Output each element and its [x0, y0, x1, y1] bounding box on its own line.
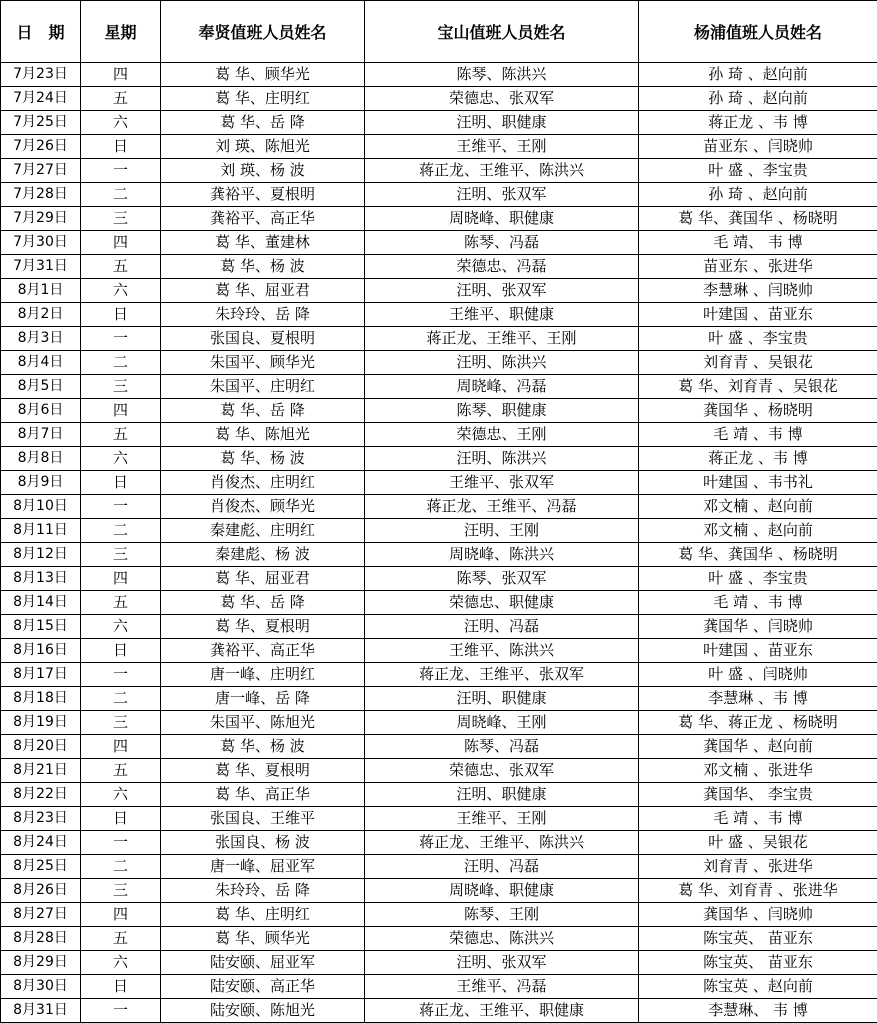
yangpu-cell: 龚国华 、闫晓帅: [639, 903, 877, 927]
baoshan-cell: 荣德忠、张双军: [365, 87, 639, 111]
baoshan-cell: 周晓峰、职健康: [365, 879, 639, 903]
weekday-cell: 一: [81, 999, 161, 1023]
weekday-cell: 日: [81, 639, 161, 663]
yangpu-cell: 龚国华、 李宝贵: [639, 783, 877, 807]
table-row: [1, 279, 877, 303]
yangpu-cell: 蒋正龙 、韦 博: [639, 111, 877, 135]
yangpu-cell: 陈宝英、 苗亚东: [639, 951, 877, 975]
yangpu-cell: 李慧琳 、闫晓帅: [639, 279, 877, 303]
yangpu-cell: 叶建国 、韦书礼: [639, 471, 877, 495]
table-row: [1, 255, 877, 279]
table-row: [1, 543, 877, 567]
date-cell: 7月31日: [1, 255, 81, 279]
date-cell: 8月20日: [1, 735, 81, 759]
yangpu-cell: 李慧琳、 韦 博: [639, 999, 877, 1023]
date-cell: 8月8日: [1, 447, 81, 471]
baoshan-cell: 陈琴、冯磊: [365, 231, 639, 255]
table-row: [1, 519, 877, 543]
fengxian-cell: 秦建彪、杨 波: [161, 543, 365, 567]
date-cell: 7月24日: [1, 87, 81, 111]
table-row: [1, 903, 877, 927]
date-cell: 8月14日: [1, 591, 81, 615]
baoshan-cell: 蒋正龙、王维平、张双军: [365, 663, 639, 687]
table-row: [1, 687, 877, 711]
date-cell: 7月25日: [1, 111, 81, 135]
table-row: [1, 591, 877, 615]
weekday-cell: 四: [81, 735, 161, 759]
yangpu-cell: 龚国华 、杨晓明: [639, 399, 877, 423]
yangpu-cell: 毛 靖 、韦 博: [639, 807, 877, 831]
table-row: [1, 807, 877, 831]
date-cell: 8月4日: [1, 351, 81, 375]
baoshan-cell: 汪明、王刚: [365, 519, 639, 543]
table-row: [1, 447, 877, 471]
baoshan-cell: 荣德忠、王刚: [365, 423, 639, 447]
date-cell: 8月6日: [1, 399, 81, 423]
date-cell: 8月30日: [1, 975, 81, 999]
weekday-cell: 一: [81, 831, 161, 855]
yangpu-cell: 龚国华 、闫晓帅: [639, 615, 877, 639]
weekday-cell: 三: [81, 543, 161, 567]
yangpu-cell: 蒋正龙 、韦 博: [639, 447, 877, 471]
fengxian-cell: 葛 华、夏根明: [161, 759, 365, 783]
fengxian-cell: 葛 华、陈旭光: [161, 423, 365, 447]
baoshan-cell: 汪明、张双军: [365, 951, 639, 975]
table-header: [1, 1, 877, 63]
fengxian-cell: 朱玲玲、岳 降: [161, 879, 365, 903]
weekday-cell: 三: [81, 375, 161, 399]
date-cell: 8月3日: [1, 327, 81, 351]
table-row: [1, 207, 877, 231]
fengxian-cell: 葛 华、岳 降: [161, 111, 365, 135]
table-row: [1, 615, 877, 639]
table-row: [1, 831, 877, 855]
table-row: [1, 999, 877, 1023]
date-cell: 8月27日: [1, 903, 81, 927]
weekday-cell: 五: [81, 423, 161, 447]
fengxian-cell: 秦建彪、庄明红: [161, 519, 365, 543]
baoshan-cell: 周晓峰、职健康: [365, 207, 639, 231]
fengxian-cell: 陆安颐、陈旭光: [161, 999, 365, 1023]
weekday-cell: 日: [81, 303, 161, 327]
fengxian-cell: 陆安颐、屈亚军: [161, 951, 365, 975]
baoshan-cell: 汪明、陈洪兴: [365, 447, 639, 471]
fengxian-cell: 葛 华、庄明红: [161, 903, 365, 927]
weekday-cell: 一: [81, 495, 161, 519]
table-row: [1, 855, 877, 879]
fengxian-cell: 葛 华、高正华: [161, 783, 365, 807]
fengxian-cell: 葛 华、杨 波: [161, 255, 365, 279]
yangpu-cell: 李慧琳 、韦 博: [639, 687, 877, 711]
date-cell: 8月5日: [1, 375, 81, 399]
fengxian-cell: 龚裕平、高正华: [161, 207, 365, 231]
baoshan-cell: 陈琴、陈洪兴: [365, 63, 639, 87]
baoshan-cell: 荣德忠、冯磊: [365, 255, 639, 279]
weekday-cell: 二: [81, 183, 161, 207]
fengxian-cell: 龚裕平、高正华: [161, 639, 365, 663]
date-cell: 8月26日: [1, 879, 81, 903]
table-row: [1, 759, 877, 783]
baoshan-cell: 王维平、职健康: [365, 303, 639, 327]
fengxian-cell: 葛 华、杨 波: [161, 447, 365, 471]
date-cell: 7月27日: [1, 159, 81, 183]
baoshan-cell: 汪明、职健康: [365, 783, 639, 807]
table-row: [1, 567, 877, 591]
table-row: [1, 87, 877, 111]
date-cell: 8月21日: [1, 759, 81, 783]
baoshan-cell: 陈琴、职健康: [365, 399, 639, 423]
yangpu-cell: 葛 华、龚国华 、杨晓明: [639, 207, 877, 231]
date-cell: 7月30日: [1, 231, 81, 255]
weekday-cell: 六: [81, 111, 161, 135]
date-cell: 8月29日: [1, 951, 81, 975]
date-cell: 8月25日: [1, 855, 81, 879]
table-row: [1, 111, 877, 135]
date-cell: 8月23日: [1, 807, 81, 831]
header-baoshan: 宝山值班人员姓名: [365, 1, 639, 63]
baoshan-cell: 汪明、职健康: [365, 111, 639, 135]
date-cell: 8月1日: [1, 279, 81, 303]
baoshan-cell: 荣德忠、陈洪兴: [365, 927, 639, 951]
weekday-cell: 三: [81, 879, 161, 903]
fengxian-cell: 葛 华、杨 波: [161, 735, 365, 759]
baoshan-cell: 周晓峰、王刚: [365, 711, 639, 735]
date-cell: 7月26日: [1, 135, 81, 159]
date-cell: 8月17日: [1, 663, 81, 687]
baoshan-cell: 周晓峰、陈洪兴: [365, 543, 639, 567]
fengxian-cell: 张国良、夏根明: [161, 327, 365, 351]
fengxian-cell: 肖俊杰、庄明红: [161, 471, 365, 495]
weekday-cell: 四: [81, 63, 161, 87]
yangpu-cell: 叶 盛 、李宝贵: [639, 327, 877, 351]
weekday-cell: 六: [81, 447, 161, 471]
header-yangpu: 杨浦值班人员姓名: [639, 1, 877, 63]
fengxian-cell: 葛 华、屈亚君: [161, 279, 365, 303]
yangpu-cell: 叶 盛 、李宝贵: [639, 159, 877, 183]
baoshan-cell: 汪明、冯磊: [365, 615, 639, 639]
date-cell: 8月15日: [1, 615, 81, 639]
date-cell: 7月28日: [1, 183, 81, 207]
weekday-cell: 日: [81, 975, 161, 999]
header-row: [1, 1, 877, 63]
weekday-cell: 六: [81, 783, 161, 807]
fengxian-cell: 陆安颐、高正华: [161, 975, 365, 999]
weekday-cell: 五: [81, 87, 161, 111]
yangpu-cell: 邓文楠 、赵向前: [639, 495, 877, 519]
weekday-cell: 四: [81, 399, 161, 423]
baoshan-cell: 陈琴、张双军: [365, 567, 639, 591]
header-date: 日 期: [1, 1, 81, 63]
date-cell: 8月12日: [1, 543, 81, 567]
baoshan-cell: 王维平、陈洪兴: [365, 639, 639, 663]
fengxian-cell: 葛 华、顾华光: [161, 927, 365, 951]
weekday-cell: 一: [81, 159, 161, 183]
fengxian-cell: 张国良、杨 波: [161, 831, 365, 855]
weekday-cell: 三: [81, 711, 161, 735]
table-row: [1, 423, 877, 447]
yangpu-cell: 葛 华、刘育青 、吴银花: [639, 375, 877, 399]
weekday-cell: 六: [81, 615, 161, 639]
baoshan-cell: 荣德忠、张双军: [365, 759, 639, 783]
fengxian-cell: 葛 华、庄明红: [161, 87, 365, 111]
yangpu-cell: 叶 盛 、吴银花: [639, 831, 877, 855]
date-cell: 8月13日: [1, 567, 81, 591]
date-cell: 8月24日: [1, 831, 81, 855]
weekday-cell: 六: [81, 279, 161, 303]
fengxian-cell: 肖俊杰、顾华光: [161, 495, 365, 519]
date-cell: 8月2日: [1, 303, 81, 327]
baoshan-cell: 蒋正龙、王维平、冯磊: [365, 495, 639, 519]
fengxian-cell: 朱国平、庄明红: [161, 375, 365, 399]
yangpu-cell: 龚国华 、赵向前: [639, 735, 877, 759]
date-cell: 8月18日: [1, 687, 81, 711]
baoshan-cell: 周晓峰、冯磊: [365, 375, 639, 399]
date-cell: 8月31日: [1, 999, 81, 1023]
table-row: [1, 303, 877, 327]
yangpu-cell: 叶 盛 、李宝贵: [639, 567, 877, 591]
weekday-cell: 二: [81, 855, 161, 879]
fengxian-cell: 唐一峰、屈亚军: [161, 855, 365, 879]
baoshan-cell: 蒋正龙、王维平、王刚: [365, 327, 639, 351]
table-row: [1, 735, 877, 759]
weekday-cell: 五: [81, 591, 161, 615]
weekday-cell: 日: [81, 471, 161, 495]
weekday-cell: 三: [81, 207, 161, 231]
fengxian-cell: 张国良、王维平: [161, 807, 365, 831]
date-cell: 8月28日: [1, 927, 81, 951]
fengxian-cell: 葛 华、夏根明: [161, 615, 365, 639]
yangpu-cell: 苗亚东 、张进华: [639, 255, 877, 279]
fengxian-cell: 朱国平、顾华光: [161, 351, 365, 375]
weekday-cell: 六: [81, 951, 161, 975]
weekday-cell: 二: [81, 351, 161, 375]
table-row: [1, 375, 877, 399]
baoshan-cell: 汪明、冯磊: [365, 855, 639, 879]
weekday-cell: 四: [81, 567, 161, 591]
baoshan-cell: 王维平、张双军: [365, 471, 639, 495]
yangpu-cell: 刘育青 、张进华: [639, 855, 877, 879]
yangpu-cell: 毛 靖 、韦 博: [639, 591, 877, 615]
table-row: [1, 159, 877, 183]
table-row: [1, 639, 877, 663]
yangpu-cell: 葛 华、龚国华 、杨晓明: [639, 543, 877, 567]
fengxian-cell: 唐一峰、岳 降: [161, 687, 365, 711]
date-cell: 7月23日: [1, 63, 81, 87]
header-weekday: 星期: [81, 1, 161, 63]
yangpu-cell: 孙 琦 、赵向前: [639, 87, 877, 111]
fengxian-cell: 葛 华、屈亚君: [161, 567, 365, 591]
baoshan-cell: 汪明、张双军: [365, 183, 639, 207]
weekday-cell: 二: [81, 687, 161, 711]
baoshan-cell: 汪明、张双军: [365, 279, 639, 303]
fengxian-cell: 朱国平、陈旭光: [161, 711, 365, 735]
table-row: [1, 135, 877, 159]
fengxian-cell: 葛 华、岳 降: [161, 591, 365, 615]
yangpu-cell: 叶建国 、苗亚东: [639, 639, 877, 663]
date-cell: 8月19日: [1, 711, 81, 735]
yangpu-cell: 毛 靖 、韦 博: [639, 423, 877, 447]
fengxian-cell: 葛 华、董建林: [161, 231, 365, 255]
table-body: [1, 63, 877, 1023]
yangpu-cell: 陈宝英、 苗亚东: [639, 927, 877, 951]
table-row: [1, 495, 877, 519]
weekday-cell: 日: [81, 807, 161, 831]
weekday-cell: 五: [81, 255, 161, 279]
baoshan-cell: 王维平、冯磊: [365, 975, 639, 999]
fengxian-cell: 龚裕平、夏根明: [161, 183, 365, 207]
yangpu-cell: 刘育青 、吴银花: [639, 351, 877, 375]
yangpu-cell: 孙 琦 、赵向前: [639, 63, 877, 87]
table-row: [1, 471, 877, 495]
fengxian-cell: 葛 华、岳 降: [161, 399, 365, 423]
baoshan-cell: 蒋正龙、王维平、陈洪兴: [365, 831, 639, 855]
yangpu-cell: 孙 琦 、赵向前: [639, 183, 877, 207]
weekday-cell: 五: [81, 927, 161, 951]
table-row: [1, 327, 877, 351]
date-cell: 8月22日: [1, 783, 81, 807]
date-cell: 8月11日: [1, 519, 81, 543]
weekday-cell: 二: [81, 519, 161, 543]
yangpu-cell: 葛 华、蒋正龙 、杨晓明: [639, 711, 877, 735]
date-cell: 8月9日: [1, 471, 81, 495]
fengxian-cell: 刘 瑛、陈旭光: [161, 135, 365, 159]
baoshan-cell: 蒋正龙、王维平、职健康: [365, 999, 639, 1023]
baoshan-cell: 王维平、王刚: [365, 135, 639, 159]
baoshan-cell: 王维平、王刚: [365, 807, 639, 831]
yangpu-cell: 毛 靖、 韦 博: [639, 231, 877, 255]
table-row: [1, 879, 877, 903]
table-row: [1, 63, 877, 87]
table-row: [1, 351, 877, 375]
table-row: [1, 783, 877, 807]
table-row: [1, 183, 877, 207]
baoshan-cell: 蒋正龙、王维平、陈洪兴: [365, 159, 639, 183]
baoshan-cell: 陈琴、冯磊: [365, 735, 639, 759]
weekday-cell: 一: [81, 327, 161, 351]
fengxian-cell: 葛 华、顾华光: [161, 63, 365, 87]
weekday-cell: 一: [81, 663, 161, 687]
date-cell: 8月16日: [1, 639, 81, 663]
header-fengxian: 奉贤值班人员姓名: [161, 1, 365, 63]
date-cell: 7月29日: [1, 207, 81, 231]
table-row: [1, 231, 877, 255]
date-cell: 8月10日: [1, 495, 81, 519]
table-row: [1, 711, 877, 735]
baoshan-cell: 陈琴、王刚: [365, 903, 639, 927]
fengxian-cell: 朱玲玲、岳 降: [161, 303, 365, 327]
fengxian-cell: 唐一峰、庄明红: [161, 663, 365, 687]
baoshan-cell: 汪明、陈洪兴: [365, 351, 639, 375]
table-row: [1, 399, 877, 423]
table-row: [1, 663, 877, 687]
yangpu-cell: 葛 华、刘育青 、张进华: [639, 879, 877, 903]
table-row: [1, 927, 877, 951]
weekday-cell: 四: [81, 903, 161, 927]
yangpu-cell: 邓文楠 、张进华: [639, 759, 877, 783]
baoshan-cell: 荣德忠、职健康: [365, 591, 639, 615]
table-row: [1, 951, 877, 975]
yangpu-cell: 苗亚东 、闫晓帅: [639, 135, 877, 159]
yangpu-cell: 叶 盛 、闫晓帅: [639, 663, 877, 687]
yangpu-cell: 陈宝英 、赵向前: [639, 975, 877, 999]
yangpu-cell: 邓文楠 、赵向前: [639, 519, 877, 543]
fengxian-cell: 刘 瑛、杨 波: [161, 159, 365, 183]
weekday-cell: 日: [81, 135, 161, 159]
date-cell: 8月7日: [1, 423, 81, 447]
table-row: [1, 975, 877, 999]
yangpu-cell: 叶建国 、苗亚东: [639, 303, 877, 327]
baoshan-cell: 汪明、职健康: [365, 687, 639, 711]
weekday-cell: 五: [81, 759, 161, 783]
weekday-cell: 四: [81, 231, 161, 255]
